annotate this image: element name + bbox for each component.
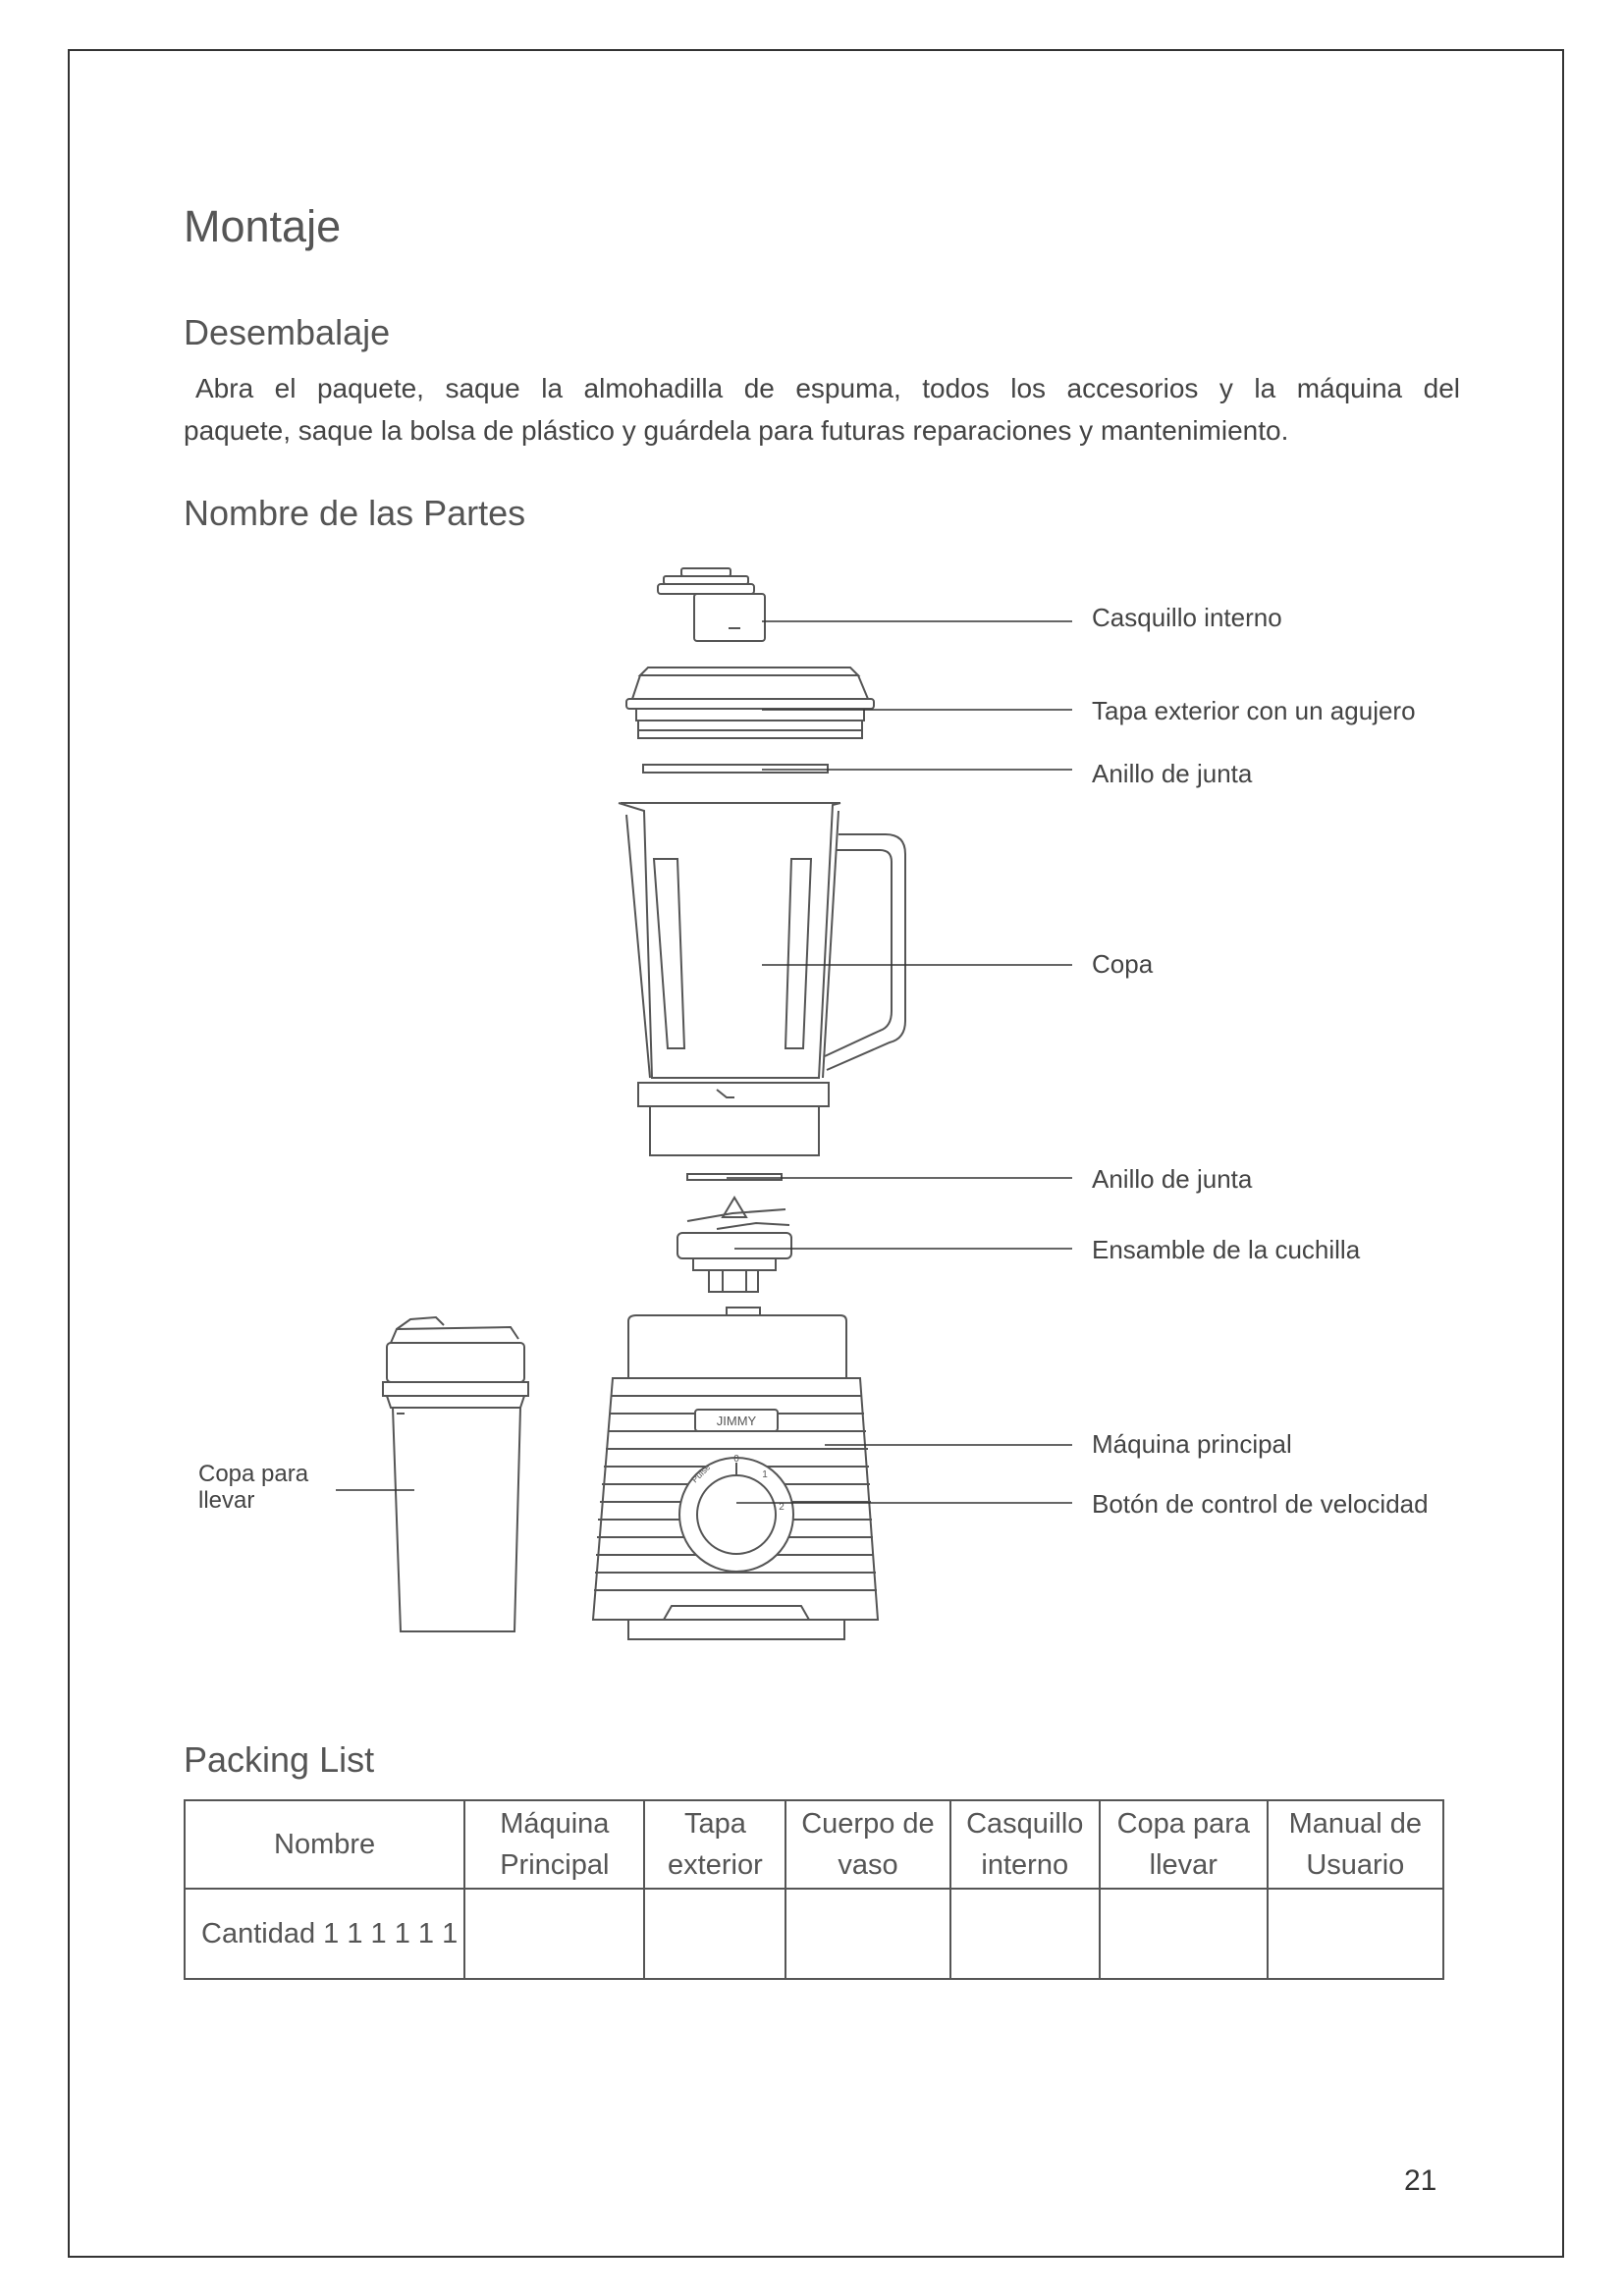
label-anillo-junta-1: Anillo de junta bbox=[1092, 759, 1253, 788]
gasket-ring-bottom-illustration bbox=[687, 1174, 782, 1180]
page-title: Montaje bbox=[184, 201, 342, 251]
label-copa: Copa bbox=[1092, 949, 1154, 979]
unpacking-heading: Desembalaje bbox=[184, 312, 391, 352]
col-maquina-principal: Máquina Principal bbox=[464, 1800, 644, 1889]
col-cuerpo-vaso: Cuerpo de vaso bbox=[785, 1800, 949, 1889]
svg-text:1: 1 bbox=[762, 1469, 768, 1480]
svg-text:2: 2 bbox=[779, 1502, 785, 1513]
jar-illustration bbox=[619, 803, 905, 1155]
row-header-nombre: Nombre bbox=[185, 1800, 464, 1889]
main-machine-illustration bbox=[593, 1308, 878, 1639]
inner-cap-illustration bbox=[658, 568, 765, 641]
label-maquina-principal: Máquina principal bbox=[1092, 1429, 1292, 1459]
label-boton-velocidad: Botón de control de velocidad bbox=[1092, 1489, 1429, 1519]
label-anillo-junta-2: Anillo de junta bbox=[1092, 1164, 1253, 1194]
page-number: 21 bbox=[1404, 2164, 1437, 2197]
table-header-row bbox=[185, 1800, 1443, 1889]
svg-text:Pulse: Pulse bbox=[689, 1462, 713, 1485]
label-ensamble-cuchilla: Ensamble de la cuchilla bbox=[1092, 1235, 1361, 1264]
blade-assembly-illustration bbox=[677, 1198, 791, 1292]
col-copa-llevar: Copa para llevar bbox=[1100, 1800, 1268, 1889]
col-tapa-exterior: Tapa exterior bbox=[644, 1800, 785, 1889]
label-tapa-exterior: Tapa exterior con un agujero bbox=[1092, 696, 1416, 725]
quantity-cell: Cantidad 1 1 1 1 1 1 bbox=[185, 1889, 464, 1979]
label-casquillo-interno: Casquillo interno bbox=[1092, 603, 1282, 632]
unpacking-line-2: paquete, saque la bolsa de plástico y guárdela para futuras reparaciones y mantenimiento. bbox=[184, 415, 1289, 446]
gasket-ring-top-illustration bbox=[643, 765, 828, 773]
svg-text:0: 0 bbox=[733, 1454, 739, 1465]
col-casquillo-interno: Casquillo interno bbox=[950, 1800, 1100, 1889]
outer-lid-illustration bbox=[626, 667, 874, 738]
packing-list-table bbox=[184, 1799, 1444, 1980]
brand-label: JIMMY bbox=[716, 1414, 757, 1428]
packing-heading: Packing List bbox=[184, 1739, 375, 1780]
table-row bbox=[185, 1889, 1443, 1979]
unpacking-line-1: Abra el paquete, saque la almohadilla de espuma, todos los accesorios y la máquina del bbox=[195, 373, 1460, 403]
col-manual-usuario: Manual de Usuario bbox=[1268, 1800, 1443, 1889]
label-copa-para-llevar: Copa para llevar bbox=[198, 1461, 309, 1514]
parts-heading: Nombre de las Partes bbox=[184, 493, 526, 533]
to-go-cup-illustration bbox=[383, 1317, 528, 1631]
